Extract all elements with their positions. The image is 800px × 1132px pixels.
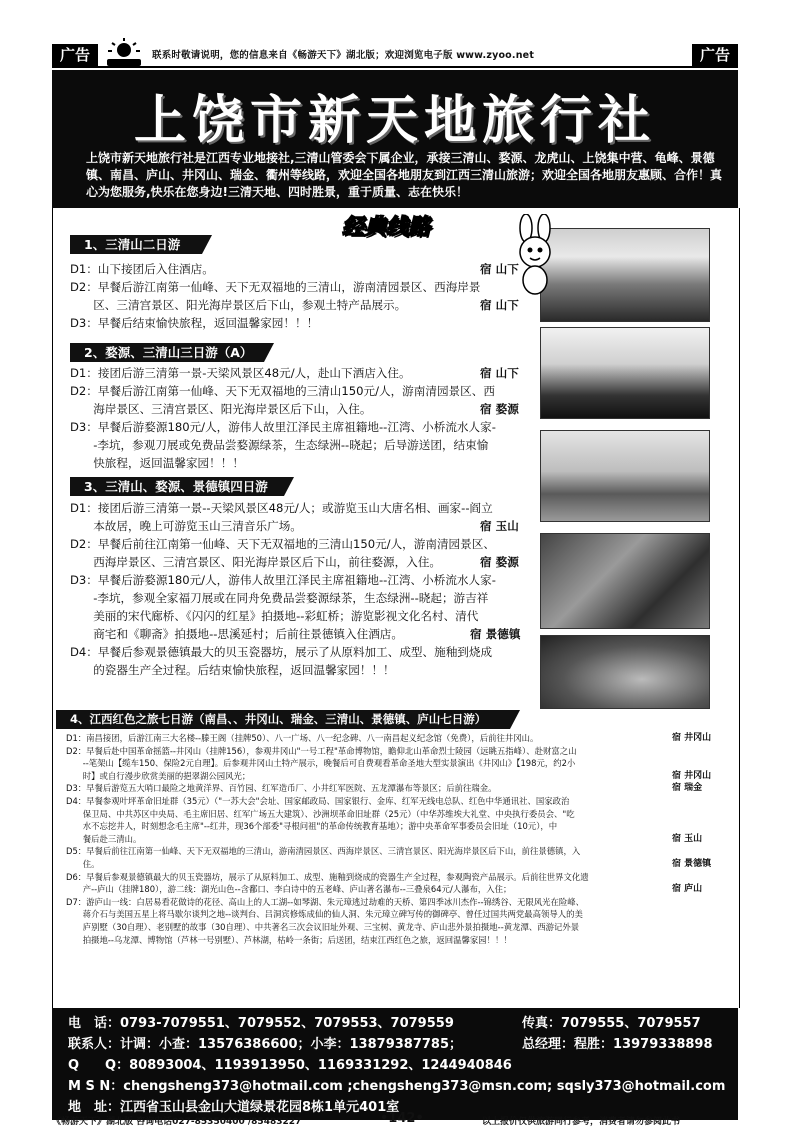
- stream-photo: [540, 635, 710, 709]
- route-3-itinerary: [70, 499, 530, 679]
- phone-row: 电 话：0793-7079551、7079552、7079553、7079559: [68, 1016, 454, 1031]
- itinerary-line: D4：早餐参观叶坪革命旧址群（35元）（"一苏大会"会址、国家邮政局、国家银行、金库、红军无线电总队、红色中华通讯社、国家政治: [66, 795, 570, 806]
- ad-tag-left: 广告: [52, 44, 98, 66]
- mountain-photo: [540, 228, 710, 322]
- route-4-itinerary: [66, 732, 730, 946]
- msn-row: M S N：chengsheng373@hotmail.com ;chengsheng373@msn.com; sqsly373@hotmail.com: [68, 1079, 726, 1094]
- route-title: 2、婺源、三清山三日游（A）: [84, 345, 253, 360]
- itinerary-line: 水不忘挖井人，时刻想念毛主席"--红井，现36个部委"寻根问祖"的革命传统教育基地）；游中央革命军事委员会旧址（10元），中: [66, 821, 558, 832]
- itinerary-line: D1：南昌接团，后游江南三大名楼--滕王阁（挂牌50）、八一广场、八一纪念碑、八一南昌起义纪念馆（免费），后前往井冈山。 宿 井冈山: [66, 733, 712, 743]
- contact-person-row: 联系人：计调：小查：13576386600；小李：13879387785；: [68, 1037, 463, 1052]
- itinerary-line: 庐别墅（30自理）、老别墅的故事（30自理）、中共著名三次会议旧址外观、三宝树、黄龙寺、庐山悲外景拍摄地--黄龙潭、西游记外景: [66, 921, 580, 932]
- itinerary-line: D5：早餐后前往江南第一仙峰、天下无双福地的三清山，游南清园景区、西海岸景区、三清宫景区、阳光海岸景区后下山，前往景德镇，入: [66, 846, 581, 857]
- itinerary-line: 蒋介石与美国五星上将马歇尔谈判之地--谈判台、吕洞宾修炼成仙的仙人洞、朱元璋立碑写传的御碑亭、曾任过国共两党最高领导人的美: [66, 909, 583, 920]
- magazine-logo-icon: [103, 38, 145, 68]
- pavilion-photo: [540, 430, 710, 522]
- itinerary-line: 西海岸景区、三清宫景区、阳光海岸景区后下山，前往婺源，入住。 宿 婺源: [70, 555, 519, 569]
- gm-row: 总经理：程胜：13979338898: [522, 1037, 713, 1052]
- top-notice: 联系时敬请说明，您的信息来自《畅游天下》湖北版；欢迎浏览电子版 www.zyoo.net: [152, 50, 535, 61]
- itinerary-line: 商宅和《聊斋》拍摄地--思溪延村；后前往景德镇入住酒店。 宿 景德镇: [70, 627, 521, 641]
- itinerary-line: --笔架山【缆车150、保险2元自理】。后参观井冈山土特产展示，晚餐后可自费观看革命圣地大型实景演出《井冈山》【198元，约2小: [66, 758, 576, 769]
- footer-disclaimer: 以上报价仅供旅游同行参考，消费者请勿参阅此书: [482, 1117, 681, 1127]
- classic-routes-label: 经典线路: [341, 215, 430, 240]
- itinerary-line: D1：接团后游三清第一景-天梁风景区48元/人，赴山下酒店入住。 宿 山下: [70, 366, 519, 380]
- address-row: 地 址：江西省玉山县金山大道绿景花园8栋1单元401室: [68, 1100, 400, 1115]
- route-title: 4、江西红色之旅七日游（南昌、、井冈山、瑞金、三清山、景德镇、庐山七日游）: [70, 712, 487, 726]
- route-title: 1、三清山二日游: [84, 237, 181, 252]
- itinerary-line: 区、三清宫景区、阳光海岸景区后下山，参观土特产品展示。 宿 山下: [70, 298, 519, 312]
- route-title: 3、三清山、婺源、景德镇四日游: [84, 479, 268, 494]
- qq-row: Q Q：80893004、1193913950、1169331292、1244940846: [68, 1058, 512, 1073]
- sunset-tree-photo: [540, 327, 710, 419]
- itinerary-line: D1：山下接团后入住酒店。 宿 山下: [70, 262, 519, 276]
- itinerary-line: 海岸景区、三清宫景区、阳光海岸景区后下山，入住。 宿 婺源: [70, 402, 519, 416]
- itinerary-line: D3：早餐后游览五大哨口最险之地黄洋界、百竹园、红军造币厂、小井红军医院、五龙潭瀑布等景区；后前往瑞金。 宿 瑞金: [66, 783, 703, 794]
- contact-block: [52, 1008, 738, 1120]
- page-number: •142•: [380, 1111, 424, 1126]
- itinerary-line: D3：早餐后游婺源180元/人，游伟人故里江泽民主席祖籍地--江湾、小桥流水人家-: [70, 573, 496, 587]
- waterfall-photo: [540, 533, 710, 629]
- itinerary-line: D1：接团后游三清第一景--天梁风景区48元/人；或游览玉山大唐名相、画家--阎立: [70, 501, 493, 515]
- itinerary-line: D2：早餐后赴中国革命摇篮--井冈山（挂牌156），参观井冈山"一号工程"革命博物馆，瞻仰北山革命烈士陵园（远眺五指峰）、赴财富之山: [66, 745, 577, 756]
- itinerary-line: D3：早餐后结束愉快旅程，返回温馨家园！！！: [70, 316, 319, 330]
- route-4-heading: [56, 710, 510, 729]
- itinerary-line: 保卫局、中共苏区中央局、毛主席旧居、红军广场五大建筑）、沙洲坝革命旧址群（25元）（中华苏维埃大礼堂、中央执行委员会、"吃: [66, 808, 575, 819]
- itinerary-line: D6：早餐后参观景德镇最大的贝玉瓷器坊，展示了从原料加工、成型、施釉到烧成的瓷器生产全过程，参观陶瓷产品展示。后前往世界文化遗: [66, 871, 589, 882]
- agency-intro: 上饶市新天地旅行社是江西专业地接社,三清山管委会下属企业，承接三清山、婺源、龙虎山、上饶集中营、龟峰、景德镇、南昌、庐山、井冈山、瑞金、衢州等线路，欢迎全国各地朋友到江西三清山旅游；欢迎全国各地朋友惠顾、合作！真心为您服务,快乐在您身边!三清天地、四时胜景，重于质量、志在快乐！: [86, 151, 723, 199]
- itinerary-line: 住。 宿 景德镇: [66, 858, 712, 869]
- itinerary-line: D2：早餐后游江南第一仙峰、天下无双福地的三清山150元/人，游南清园景区、西: [70, 384, 495, 398]
- itinerary-line: D7：游庐山一线：白居易看花做诗的花径、高山上的人工湖--如琴湖、朱元璋逃过劫难的天桥、第四季冰川杰作--锦绣谷、无限风光在险峰、: [66, 896, 584, 907]
- itinerary-line: 的瓷器生产全过程。后结束愉快旅程，返回温馨家园！！！: [70, 663, 395, 677]
- itinerary-line: 产--庐山（挂牌180），游二线：湖光山色--含鄱口、李白诗中的五老峰、庐山著名瀑布--三叠泉64元/人瀑布，入住； 宿 庐山: [66, 884, 703, 895]
- route-2-heading: [70, 343, 264, 362]
- itinerary-line: 时】或自行漫步欣赏美丽的挹翠湖公园风光； 宿 井冈山: [66, 770, 712, 781]
- itinerary-line: 拍摄地--乌龙潭、博物馆（芦林一号别墅）、芦林湖，枯岭一条街；后送团，结束江西红色之旅，返回温馨家园！！！: [66, 934, 512, 945]
- itinerary-line: -李坑，参观全家福刀展或在同舟免费品尝婺源绿茶，生态绿洲--晓起；游吉祥: [70, 591, 489, 605]
- route-3-heading: [70, 477, 284, 496]
- route-1-heading: [70, 235, 202, 254]
- itinerary-line: 餐后赴三清山。 宿 玉山: [66, 833, 703, 844]
- itinerary-line: D4：早餐后参观景德镇最大的贝玉瓷器坊，展示了从原料加工、成型、施釉到烧成: [70, 645, 493, 659]
- itinerary-line: D2：早餐后前往江南第一仙峰、天下无双福地的三清山150元/人，游南清园景区、: [70, 537, 495, 551]
- ad-tag-right: 广告: [692, 44, 738, 66]
- agency-title: 上饶市新天地旅行社: [133, 90, 656, 151]
- route-1-itinerary: [70, 260, 530, 332]
- itinerary-line: 美丽的宋代廊桥、《闪闪的红星》拍摄地--彩虹桥；游览影视文化名村、清代: [70, 609, 479, 623]
- itinerary-line: 快旅程，返回温馨家园！！！: [70, 456, 244, 470]
- itinerary-line: -李坑，参观刀展或免费品尝婺源绿茶，生态绿洲--晓起；后导游送团，结束愉: [70, 438, 489, 452]
- itinerary-line: 本故居，晚上可游览玉山三清音乐广场。 宿 玉山: [70, 519, 519, 533]
- itinerary-line: D2：早餐后游江南第一仙峰、天下无双福地的三清山，游南清园景区、西海岸景: [70, 280, 481, 294]
- route-2-itinerary: [70, 364, 530, 472]
- footer-left: 《畅游天下》湖北版 咨询电话027-85350400 /85483227: [52, 1117, 302, 1127]
- itinerary-line: D3：早餐后游婺源180元/人，游伟人故里江泽民主席祖籍地--江湾、小桥流水人家-: [70, 420, 496, 434]
- fax-row: 传真：7079555、7079557: [522, 1016, 701, 1031]
